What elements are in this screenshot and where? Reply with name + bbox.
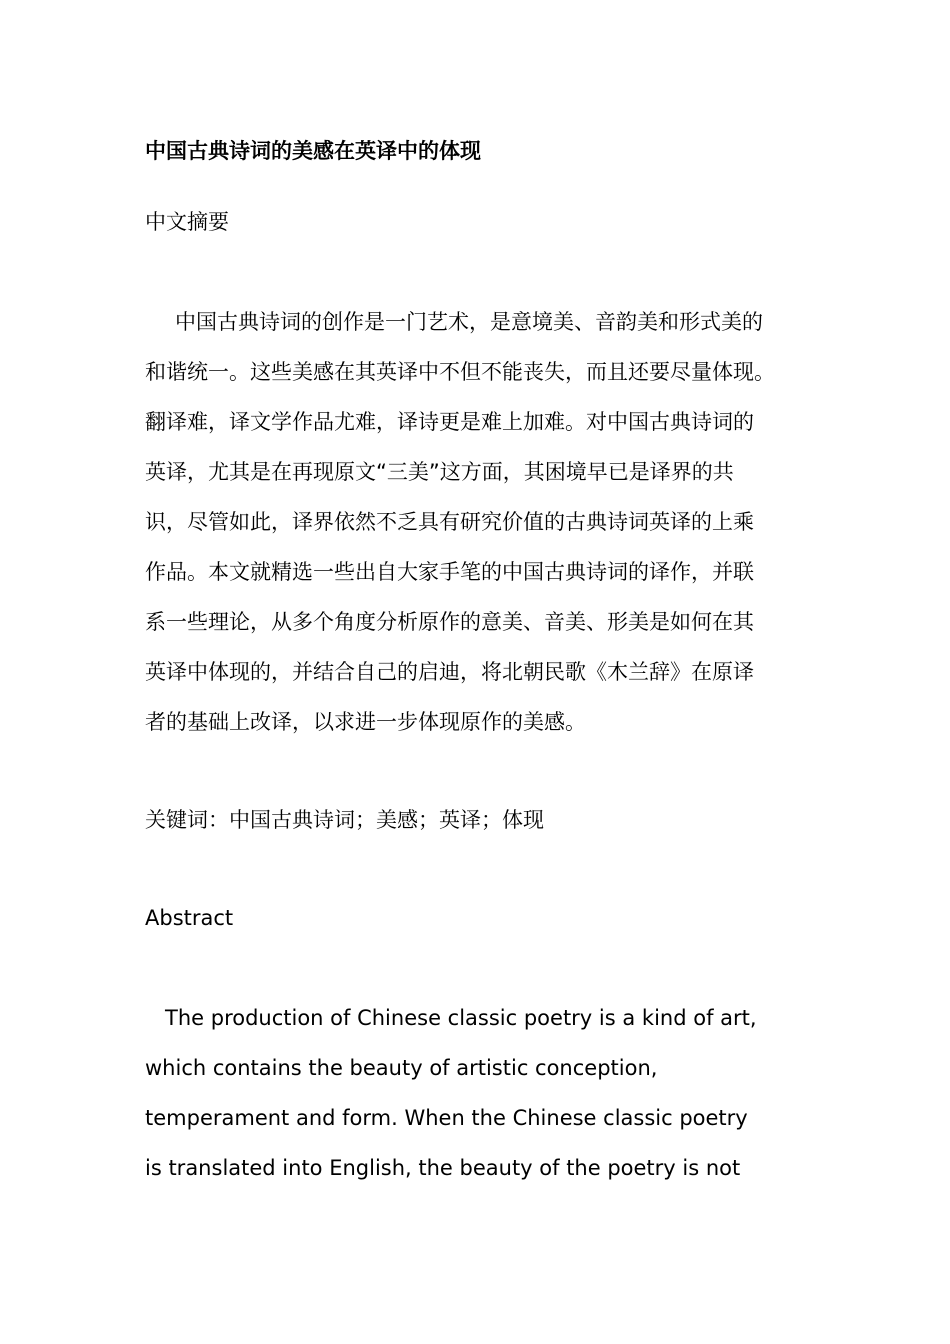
chinese-abstract-line: 系一些理论，从多个角度分析原作的意美、音美、形美是如何在其 — [145, 610, 754, 634]
chinese-abstract-body — [145, 307, 845, 757]
english-abstract-line: is translated into English, the beauty of the poetry is not — [145, 1156, 741, 1180]
chinese-abstract-line: 作品。本文就精选一些出自大家手笔的中国古典诗词的译作，并联 — [145, 560, 754, 584]
english-abstract-line: which contains the beauty of artistic conception, — [145, 1056, 658, 1080]
chinese-abstract-heading: 中文摘要 — [145, 210, 229, 234]
chinese-abstract-line: 翻译难，译文学作品尤难，译诗更是难上加难。对中国古典诗词的 — [145, 410, 754, 434]
chinese-abstract-line: 英译中体现的，并结合自己的启迪，将北朝民歌《木兰辞》在原译 — [145, 660, 754, 684]
page-title: 中国古典诗词的美感在英译中的体现 — [145, 139, 481, 163]
english-abstract-body — [145, 1003, 845, 1203]
english-abstract-heading: Abstract — [145, 906, 234, 930]
chinese-abstract-line: 中国古典诗词的创作是一门艺术，是意境美、音韵美和形式美的 — [175, 310, 763, 334]
english-abstract-line: The production of Chinese classic poetry is a kind of art, — [165, 1006, 757, 1030]
chinese-abstract-line: 者的基础上改译，以求进一步体现原作的美感。 — [145, 710, 586, 734]
chinese-abstract-line: 和谐统一。这些美感在其英译中不但不能丧失，而且还要尽量体现。 — [145, 360, 775, 384]
chinese-abstract-line: 英译，尤其是在再现原文“三美”这方面，其困境早已是译界的共 — [145, 460, 734, 484]
english-abstract-line: temperament and form. When the Chinese classic poetry — [145, 1106, 748, 1130]
keywords: 关键词：中国古典诗词；美感；英译；体现 — [145, 808, 544, 832]
chinese-abstract-line: 识，尽管如此，译界依然不乏具有研究价值的古典诗词英译的上乘 — [145, 510, 754, 534]
